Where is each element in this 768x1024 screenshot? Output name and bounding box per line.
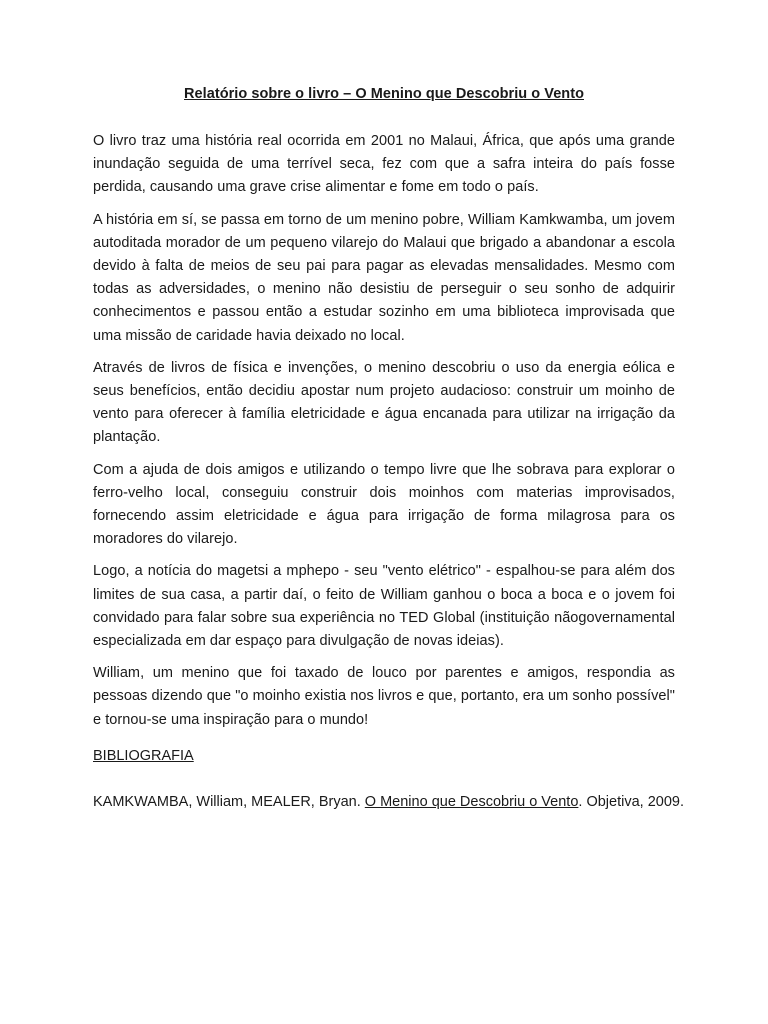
bibliography-publisher: . Objetiva, 2009. xyxy=(578,794,684,810)
paragraph-2: A história em sí, se passa em torno de um menino pobre, William Kamkwamba, um jovem autoditada morador de um pequeno vilarejo do Malaui que brigado a abandonar a escola devido à falta de meios de seu pai para pagar as elevadas mensalidades. Mesmo com todas as adversidades, o menino não desistiu de perseguir o seu sonho de adquirir conhecimentos e passou então a estudar sozinho em uma biblioteca improvisada que uma missão de caridade havia deixado no local. xyxy=(93,211,675,344)
paragraph-4: Com a ajuda de dois amigos e utilizando o tempo livre que lhe sobrava para explorar o ferro-velho local, conseguiu construir dois moinhos com materias improvisados, fornecendo assim eletricidade e água para irrigação de forma milagrosa para os moradores do vilarejo. xyxy=(93,461,675,548)
bibliography-heading: BIBLIOGRAFIA xyxy=(93,748,194,764)
document-body xyxy=(93,84,675,732)
paragraph-6: William, um menino que foi taxado de louco por parentes e amigos, respondia as pessoas dizendo que "o moinho existia nos livros e que, portanto, era um sonho possível" e tornou-se uma inspiração para o mundo! xyxy=(93,665,675,728)
document-title: Relatório sobre o livro – O Menino que Descobriu o Vento xyxy=(184,86,584,102)
paragraph-5: Logo, a notícia do magetsi a mphepo - seu "vento elétrico" - espalhou-se para além dos limites de sua casa, a partir daí, o feito de William ganhou o boca a boca e o jovem foi convidado para falar sobre sua experiência no TED Global (instituição nãogovernamental especializada em dar espaço para divulgação de novas ideias). xyxy=(93,563,675,650)
paragraph-1: O livro traz uma história real ocorrida em 2001 no Malaui, África, que após uma grande inundação seguida de uma terrível seca, fez com que a safra inteira do país fosse perdida, causando uma grave crise alimentar e fome em todo o país. xyxy=(93,133,675,196)
paragraph-3: Através de livros de física e invenções, o menino descobriu o uso da energia eólica e seus benefícios, então decidiu apostar num projeto audacioso: construir um moinho de vento para oferecer à família eletricidade e água encanada para utilizar na irrigação da plantação. xyxy=(93,359,675,446)
bibliography-book-title: O Menino que Descobriu o Vento xyxy=(364,794,579,810)
bibliography-entry xyxy=(93,792,693,812)
bibliography-authors: KAMKWAMBA, William, MEALER, Bryan. xyxy=(93,794,365,810)
